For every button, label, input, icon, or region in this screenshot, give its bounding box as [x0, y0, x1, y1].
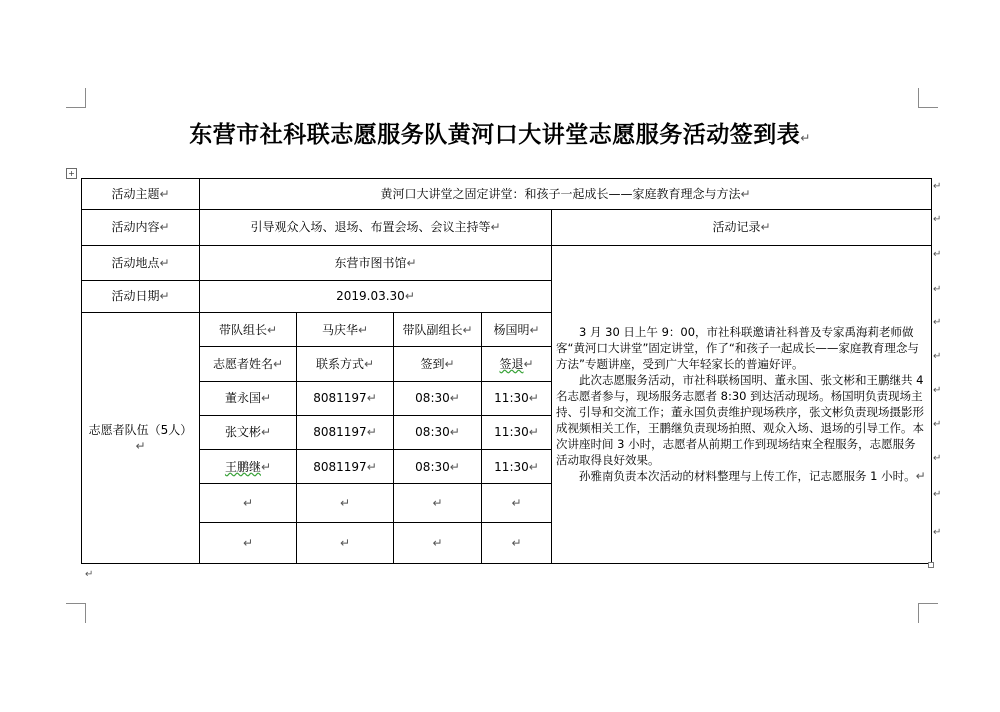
row-end-mark: ↵ — [933, 527, 942, 538]
row-end-mark: ↵ — [933, 284, 942, 295]
row-end-mark: ↵ — [933, 181, 942, 192]
label-date: 活动日期↵ — [82, 280, 200, 312]
empty-cell: ↵ — [297, 522, 394, 563]
deputy-name: 杨国明↵ — [482, 313, 552, 347]
header-name: 志愿者姓名↵ — [200, 347, 297, 381]
volunteer-sign-out: 11:30↵ — [482, 381, 552, 415]
record-paragraph: 孙雅南负责本次活动的材料整理与上传工作，记志愿服务 1 小时。↵ — [579, 469, 926, 484]
deputy-label: 带队副组长↵ — [394, 313, 482, 347]
table-resize-handle-icon[interactable] — [928, 562, 934, 568]
row-end-mark: ↵ — [933, 317, 942, 328]
crop-mark-top-left — [66, 88, 86, 108]
value-date: 2019.03.30↵ — [200, 280, 552, 312]
empty-cell: ↵ — [200, 484, 297, 522]
table-row-theme — [82, 179, 932, 210]
crop-mark-bottom-right — [918, 603, 938, 623]
header-sign-in: 签到↵ — [394, 347, 482, 381]
empty-cell: ↵ — [200, 522, 297, 563]
crop-mark-bottom-left — [66, 603, 86, 623]
label-record: 活动记录↵ — [552, 210, 932, 245]
paragraph-mark: ↵ — [800, 131, 811, 145]
record-paragraph: 3 月 30 日上午 9：00，市社科联邀请社科普及专家禹海莉老师做客“黄河口大讲堂”固定讲堂，作了“和孩子一起成长——家庭教育理念与方法”专题讲座，受到广大年轻家长的普遍好评。 — [556, 325, 919, 372]
volunteer-name: 董永国↵ — [200, 381, 297, 415]
value-location: 东营市图书馆↵ — [200, 245, 552, 280]
volunteer-sign-out: 11:30↵ — [482, 450, 552, 484]
row-end-mark: ↵ — [933, 351, 942, 362]
table-row-content — [82, 210, 932, 245]
row-end-mark: ↵ — [933, 249, 942, 260]
sign-in-table — [81, 178, 932, 564]
activity-record-text — [552, 245, 932, 564]
row-end-mark: ↵ — [933, 385, 942, 396]
empty-cell: ↵ — [394, 522, 482, 563]
volunteer-name: 张文彬↵ — [200, 415, 297, 449]
row-end-mark: ↵ — [933, 419, 942, 430]
crop-mark-top-right — [918, 88, 938, 108]
volunteer-sign-in: 08:30↵ — [394, 450, 482, 484]
leader-name: 马庆华↵ — [297, 313, 394, 347]
value-content: 引导观众入场、退场、布置会场、会议主持等↵ — [200, 210, 552, 245]
value-theme: 黄河口大讲堂之固定讲堂：和孩子一起成长——家庭教育理念与方法↵ — [200, 179, 932, 210]
row-end-mark: ↵ — [933, 489, 942, 500]
label-theme: 活动主题↵ — [82, 179, 200, 210]
row-end-mark: ↵ — [933, 453, 942, 464]
table-move-handle-icon[interactable]: + — [66, 168, 77, 179]
empty-cell: ↵ — [394, 484, 482, 522]
volunteer-contact: 8081197↵ — [297, 381, 394, 415]
record-paragraph: 此次志愿服务活动，市社科联杨国明、董永国、张文彬和王鹏继共 4 名志愿者参与，现场服务志愿者 8:30 到达活动现场。杨国明负责现场主持、引导和交流工作；董永国负责维护现场秩序，张文彬负责现场摄影形成视频相关工作，王鹏继负责现场拍照、观众入场、退场的引导工作。本次讲座时间 3 小时，志愿者从前期工作到现场结束全程服务，志愿服务活动取得良好效果。 — [556, 373, 924, 468]
volunteer-sign-out: 11:30↵ — [482, 415, 552, 449]
label-content: 活动内容↵ — [82, 210, 200, 245]
row-end-mark: ↵ — [933, 214, 942, 225]
volunteer-sign-in: 08:30↵ — [394, 381, 482, 415]
volunteer-name: 王鹏继↵ — [200, 450, 297, 484]
empty-cell: ↵ — [297, 484, 394, 522]
volunteer-contact: 8081197↵ — [297, 415, 394, 449]
label-team: 志愿者队伍（5人）↵ — [82, 313, 200, 564]
header-contact: 联系方式↵ — [297, 347, 394, 381]
volunteer-sign-in: 08:30↵ — [394, 415, 482, 449]
paragraph-mark-end: ↵ — [85, 569, 94, 580]
table-row-location — [82, 245, 932, 280]
document-title — [0, 116, 1000, 149]
header-sign-out: 签退↵ — [482, 347, 552, 381]
empty-cell: ↵ — [482, 522, 552, 563]
empty-cell: ↵ — [482, 484, 552, 522]
leader-label: 带队组长↵ — [200, 313, 297, 347]
label-location: 活动地点↵ — [82, 245, 200, 280]
document-title-text: 东营市社科联志愿服务队黄河口大讲堂志愿服务活动签到表 — [189, 121, 801, 148]
volunteer-contact: 8081197↵ — [297, 450, 394, 484]
